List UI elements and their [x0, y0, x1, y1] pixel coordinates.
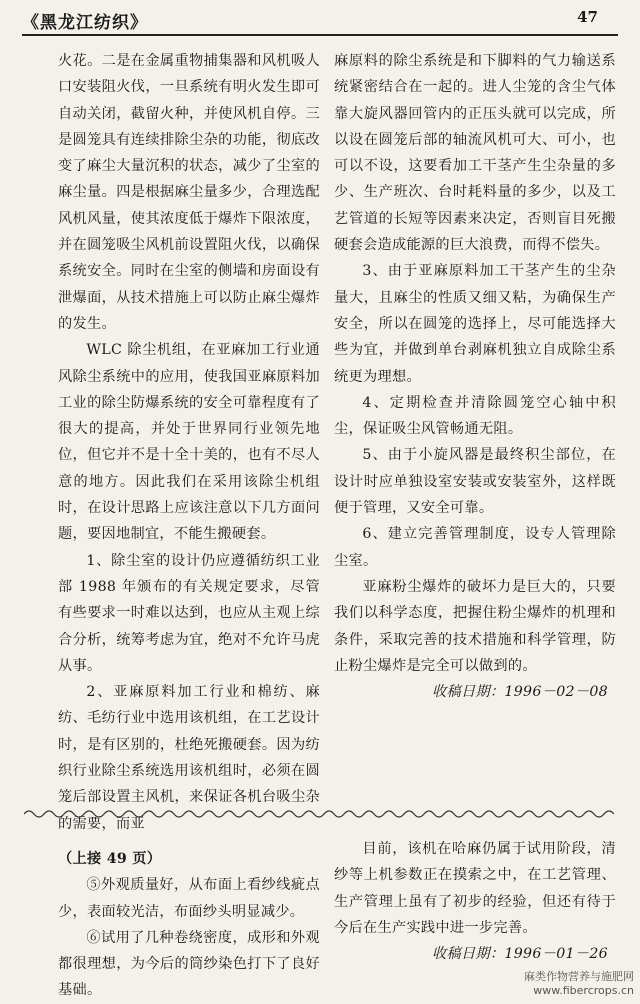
paragraph: 2、亚麻原料加工行业和棉纺、麻纺、毛纺行业中选用该机组，在工艺设计时，是有区别的，杜绝死搬硬套。因为纺织行业除尘系统选用该机组时，必须在圆笼后部设置主风机，来保证各机台吸尘杂的需要，而亚	[58, 684, 320, 832]
paragraph: 火花。二是在金属重物捕集器和风机吸人口安装阻火伐，一旦系统有明火发生即可自动关闭，截留火种，并使风机自停。三是圆笼具有连续排除尘杂的功能，彻底改变了麻尘大量沉积的状态，减少了尘室的麻尘量。四是根据麻尘量多少，合理选配风机风量，使其浓度低于爆炸下限浓度，并在圆笼吸尘风机前设置阻火伐，以确保系统安全。同时在尘室的侧墙和房面设有泄爆面，从技术措施上可以防止麻尘爆炸的发生。	[58, 53, 320, 332]
page-header	[22, 4, 618, 36]
watermark-line: www.fibercrops.cn	[533, 984, 634, 997]
paragraph: WLC 除尘机组，在亚麻加工行业通风除尘系统中的应用，使我国亚麻原料加工业的除尘防爆系统的安全可靠程度有了很大的提高，并处于世界同行业领先地位，但它并不是十全十美的，也有不尽人意的地方。因此我们在采用该除尘机组时，在设计思路上应该注意以下几方面问题，要因地制宜，不能生搬硬套。	[58, 342, 320, 543]
paragraph: 5、由于小旋风器是最终积尘部位，在设计时应单独设室安装或安装室外，这样既便于管理，又安全可靠。	[334, 447, 616, 517]
paragraph: 麻原料的除尘系统是和下脚料的气力输送系统紧密结合在一起的。进人尘笼的含尘气体靠大旋风器回管内的正压头就可以完成，所以设在圆笼后部的轴流风机可大、可小，也可以不设，这要看加工干茎产生尘杂量的多少、生产班次、台时耗料量的多少，以及工艺管道的长短等因素来决定，否则盲目死搬硬套会造成能源的巨大浪费，而得不偿失。	[334, 53, 616, 254]
received-date: 收稿日期：1996－01－26	[431, 946, 608, 963]
paragraph: 6、建立完善管理制度，设专人管理除尘室。	[334, 526, 616, 569]
wavy-divider	[24, 808, 614, 820]
paragraph: 3、由于亚麻原料加工干茎产生的尘杂量大，且麻尘的性质又细又粘，为确保生产安全，所以在圆笼的选择上，尽可能选择大些为宜，并做到单台剥麻机独立自成除尘系统更为理想。	[334, 263, 616, 385]
paragraph: 4、定期检查并清除圆笼空心轴中积尘，保证吸尘风管畅通无阻。	[334, 394, 616, 438]
journal-title: 《黑龙江纺织》	[22, 13, 148, 33]
paragraph: ⑤外观质量好，从布面上看纱线疵点少，表面较光洁，布面纱头明显减少。	[58, 877, 320, 920]
paragraph: 亚麻粉尘爆炸的破坏力是巨大的，只要我们以科学态度，把握住粉尘爆炸的机理和条件，采取完善的技术措施和科学管理，防止粉尘爆炸是完全可以做到的。	[334, 578, 616, 674]
paragraph: ⑥试用了几种卷绕密度，成形和外观都很理想，为今后的筒纱染色打下了良好基础。	[58, 929, 320, 999]
watermark-line: 麻类作物营养与施肥网	[524, 970, 634, 983]
paragraph: 1、除尘室的设计仍应遵循纺织工业部 1988 年颁布的有关规定要求，尽管有些要求一时难以达到，也应从主观上综合分析，统筹考虑为宜，绝对不允许马虎从事。	[58, 552, 320, 674]
site-watermark	[524, 970, 634, 998]
bottom-right-column	[334, 836, 616, 967]
page-number: 47	[577, 8, 598, 26]
continued-note: （上接 49 页）	[58, 851, 162, 867]
paragraph: 目前，该机在哈麻仍属于试用阶段，清纱等上机参数正在摸索之中，在工艺管理、生产管理上虽有了初步的经验，但还有待于今后在生产实践中进一步完善。	[334, 841, 616, 936]
right-column	[334, 48, 616, 705]
received-date: 收稿日期：1996－02－08	[431, 684, 608, 701]
left-column	[58, 48, 320, 837]
bottom-left-column	[58, 846, 320, 1004]
